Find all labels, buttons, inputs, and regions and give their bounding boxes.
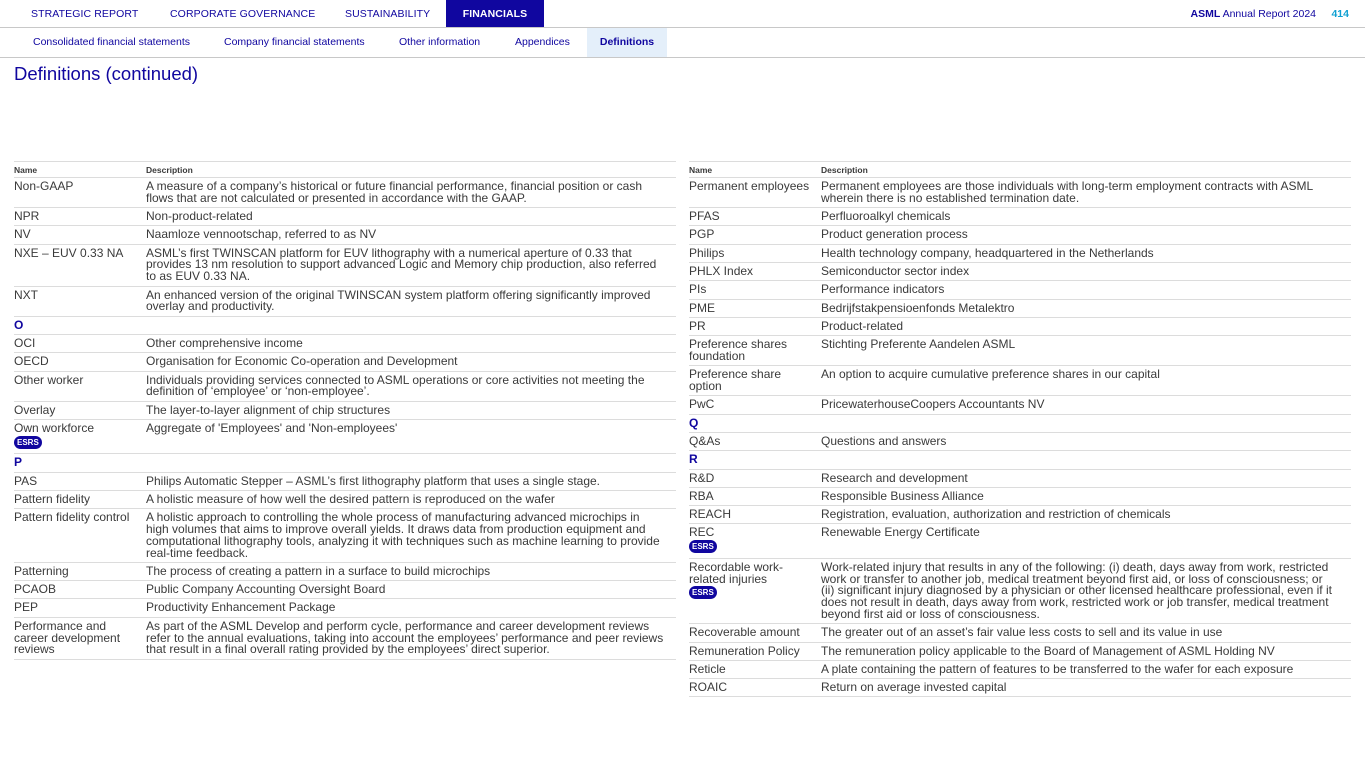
- description-line: Semiconductor sector index: [821, 263, 970, 278]
- term-name-line: OCI: [14, 335, 36, 350]
- description-line: A holistic measure of how well the desired pattern is reproduced on the wafer: [146, 491, 555, 506]
- term-description: [821, 229, 968, 241]
- table-row: [689, 488, 1351, 506]
- description-line: A plate containing the pattern of features to be transferred to the wafer for each exposure: [821, 661, 1294, 676]
- term-name-line: Q&As: [689, 433, 721, 448]
- description-line: real-time feedback.: [146, 545, 249, 560]
- table-body: [689, 178, 1351, 697]
- term-name-line: foundation: [689, 348, 746, 363]
- table-header: [689, 161, 1351, 178]
- description-line: ASML’s first TWINSCAN platform for EUV lithography with a numerical aperture of 0.33 that: [146, 245, 632, 260]
- table-row: [14, 402, 676, 420]
- term-description: [821, 318, 904, 333]
- description-line: PricewaterhouseCoopers Accountants NV: [821, 397, 1045, 412]
- tab-appendices[interactable]: Appendices: [515, 36, 570, 48]
- term-description: [821, 211, 950, 223]
- description-line: Performance indicators: [821, 282, 945, 297]
- term-name: [14, 287, 38, 302]
- term-name-line: O: [14, 317, 24, 332]
- term-name: [14, 245, 124, 260]
- term-name: [14, 512, 129, 524]
- description-line: An option to acquire cumulative preference shares in our capital: [821, 367, 1160, 382]
- table-body: [14, 178, 676, 660]
- table-row: [14, 372, 676, 402]
- term-name: [689, 488, 714, 503]
- term-name-line: Recoverable amount: [689, 625, 800, 640]
- term-description: [146, 563, 491, 578]
- table-row: [689, 643, 1351, 661]
- table-row: [14, 509, 676, 563]
- term-name-line: Performance and: [14, 618, 107, 633]
- term-name: [689, 661, 726, 676]
- term-name: [14, 563, 69, 578]
- term-description: [146, 356, 458, 368]
- description-line: Naamloze vennootschap, referred to as NV: [146, 227, 377, 242]
- term-name-line: Reticle: [689, 661, 726, 676]
- brand-name: ASML: [1190, 8, 1221, 20]
- description-line: Bedrijfstakpensioenfonds Metalektro: [821, 300, 1015, 315]
- table-row: [14, 353, 676, 371]
- term-description: [821, 559, 1332, 621]
- term-name-line: R: [689, 452, 698, 467]
- table-row: [14, 420, 676, 454]
- term-description: [146, 335, 303, 350]
- description-line: Individuals providing services connected to ASML operations or core activities not meeting the: [146, 372, 645, 387]
- term-name-line: Patterning: [14, 563, 69, 578]
- table-row: [689, 506, 1351, 524]
- term-name-line: PR: [689, 318, 706, 333]
- term-description: [821, 339, 1015, 351]
- table-row: [689, 559, 1351, 625]
- term-description: [146, 491, 555, 506]
- term-name: [689, 229, 714, 241]
- term-name-line: PEP: [14, 600, 39, 615]
- table-row: [689, 524, 1351, 558]
- description-line: Questions and answers: [821, 433, 947, 448]
- term-name-line: Philips: [689, 245, 725, 260]
- table-row: [689, 318, 1351, 336]
- term-name: [689, 399, 714, 411]
- term-name-line: PCAOB: [14, 582, 57, 597]
- term-name-line: reviews: [14, 642, 55, 657]
- term-name-line: option: [689, 379, 722, 394]
- description-line: Other comprehensive income: [146, 335, 303, 350]
- section-letter: [689, 454, 698, 466]
- tab-company-financial-statements[interactable]: Company financial statements: [224, 36, 365, 48]
- term-name: [14, 372, 84, 387]
- top-navigation: [0, 0, 1365, 28]
- description-line: The greater out of an asset’s fair value less costs to sell and its value in use: [821, 625, 1223, 640]
- description-line: does not result in death, days away from work, restricted work or job transfer, medical treatment: [821, 595, 1329, 610]
- term-description: [821, 245, 1154, 260]
- table-row: [689, 226, 1351, 244]
- section-letter: [689, 415, 699, 430]
- section-letter: [14, 457, 22, 469]
- term-name: [14, 356, 49, 368]
- term-description: [821, 682, 1006, 694]
- description-line: An enhanced version of the original TWINSCAN system platform offering significantly improved: [146, 287, 651, 302]
- table-row: [689, 263, 1351, 281]
- term-name: [14, 618, 121, 657]
- table-row: [14, 563, 676, 581]
- description-line: Non-product-related: [146, 209, 253, 224]
- table-row: [14, 287, 676, 317]
- term-name: [14, 602, 38, 614]
- description-line: Aggregate of 'Employees' and 'Non-employees': [146, 420, 398, 435]
- term-name-line: PFAS: [689, 209, 720, 224]
- table-row: [689, 679, 1351, 697]
- description-line: Perfluoroalkyl chemicals: [821, 209, 951, 224]
- table-row: [14, 599, 676, 617]
- table-row: [14, 245, 676, 287]
- description-line: overlay and productivity.: [146, 299, 275, 314]
- term-description: [821, 300, 1015, 315]
- description-line: Product-related: [821, 318, 904, 333]
- term-name-line: Permanent employees: [689, 179, 810, 193]
- term-name: [689, 527, 717, 553]
- term-name: [14, 473, 38, 488]
- term-name-line: Non-GAAP: [14, 179, 74, 193]
- column-header-description: Description: [146, 165, 193, 175]
- term-name-line: PME: [689, 300, 716, 315]
- term-description: [146, 372, 645, 399]
- section-letter-row: [689, 451, 1351, 469]
- description-line: As part of the ASML Develop and perform cycle, performance and career development reviews: [146, 618, 650, 633]
- description-line: Return on average invested capital: [821, 680, 1007, 695]
- table-row: [14, 618, 676, 660]
- term-name: [689, 263, 754, 278]
- description-line: high volumes that aims to improve overall yields. It draws data from production equipment and: [146, 521, 646, 536]
- description-line: Renewable Energy Certificate: [821, 525, 980, 540]
- description-line: to as EUV 0.33 NA.: [146, 269, 251, 284]
- term-name-line: PHLX Index: [689, 263, 754, 278]
- description-line: Productivity Enhancement Package: [146, 600, 336, 615]
- page-number: 414: [1331, 8, 1349, 20]
- description-line: Stichting Preferente Aandelen ASML: [821, 337, 1016, 352]
- definitions-table-left: [14, 161, 676, 660]
- term-name-line: NV: [14, 227, 31, 242]
- term-description: [146, 618, 664, 657]
- section-letter-row: [14, 454, 676, 472]
- term-name: [689, 470, 715, 485]
- description-line: The process of creating a pattern in a surface to build microchips: [146, 563, 491, 578]
- term-name: [689, 284, 706, 296]
- description-line: work or transfer to another job, medical treatment beyond first aid, or loss of consciousness; or: [821, 571, 1323, 586]
- term-name-line: RBA: [689, 488, 714, 503]
- term-description: [146, 420, 398, 435]
- section-letter-row: [14, 317, 676, 335]
- term-name: [689, 682, 727, 694]
- term-name-line: PIs: [689, 282, 707, 297]
- description-line: Registration, evaluation, authorization and restriction of chemicals: [821, 507, 1171, 522]
- term-name: [689, 559, 784, 600]
- term-name-line: PAS: [14, 473, 38, 488]
- term-name-line: Pattern fidelity control: [14, 510, 130, 525]
- term-description: [146, 473, 601, 488]
- term-description: [146, 181, 642, 205]
- description-line: Product generation process: [821, 227, 968, 242]
- term-name-line: ROAIC: [689, 680, 728, 695]
- term-name: [689, 643, 800, 658]
- term-name: [14, 402, 56, 417]
- term-name: [689, 211, 720, 223]
- description-line: provides 13 nm resolution to support advanced Logic and Memory chip production, also referred: [146, 257, 657, 272]
- term-name-line: PGP: [689, 227, 715, 242]
- term-description: [146, 287, 651, 314]
- table-row: [14, 226, 676, 244]
- term-name-line: REC: [689, 525, 715, 540]
- term-description: [821, 263, 970, 278]
- term-name: [14, 181, 73, 193]
- term-name-line: REACH: [689, 507, 732, 522]
- description-line: Research and development: [821, 470, 968, 485]
- tab-corporate-governance[interactable]: CORPORATE GOVERNANCE: [170, 8, 316, 20]
- term-name: [14, 229, 31, 241]
- table-row: [689, 178, 1351, 208]
- description-line: Philips Automatic Stepper – ASML’s first lithography platform that uses a single stage.: [146, 473, 601, 488]
- tab-other-information[interactable]: Other information: [399, 36, 481, 48]
- description-line: wherein there is no established termination date.: [821, 190, 1080, 205]
- description-line: (ii) significant injury diagnosed by a physician or other licensed healthcare professional, even if it: [821, 583, 1332, 598]
- tab-consolidated-financial-statements[interactable]: Consolidated financial statements: [33, 36, 191, 48]
- description-line: A measure of a company’s historical or future financial performance, financial position or cash: [146, 179, 643, 193]
- term-description: [821, 284, 944, 296]
- term-description: [821, 509, 1171, 521]
- table-row: [14, 208, 676, 226]
- term-name-line: Preference shares: [689, 337, 788, 352]
- term-name: [689, 245, 725, 260]
- description-line: computational lithography tools, analyzing it with techniques such as machine learning to provide: [146, 533, 660, 548]
- term-description: [821, 369, 1160, 381]
- table-row: [689, 336, 1351, 366]
- report-title: [1191, 0, 1317, 29]
- term-name: [689, 627, 800, 639]
- table-header: [14, 161, 676, 178]
- term-name: [14, 211, 39, 223]
- table-row: [689, 661, 1351, 679]
- table-row: [14, 335, 676, 353]
- table-row: [689, 208, 1351, 226]
- table-row: [689, 245, 1351, 263]
- report-name: Annual Report 2024: [1222, 8, 1316, 20]
- table-row: [14, 581, 676, 599]
- term-name-line: Recordable work-: [689, 559, 784, 574]
- term-name-line: NXE – EUV 0.33 NA: [14, 245, 124, 260]
- term-description: [146, 211, 253, 223]
- term-description: [821, 527, 980, 539]
- term-description: [821, 399, 1044, 411]
- term-name-line: related injuries: [689, 571, 768, 586]
- term-name: [14, 584, 56, 596]
- term-name-line: NXT: [14, 287, 38, 302]
- section-letter-row: [689, 415, 1351, 433]
- esrs-badge: ESRS: [689, 540, 717, 553]
- term-name: [689, 369, 781, 393]
- table-row: [689, 300, 1351, 318]
- sub-navigation: [0, 28, 1365, 58]
- term-description: [821, 643, 1275, 658]
- term-name: [14, 420, 95, 449]
- term-name-line: Remuneration Policy: [689, 643, 800, 658]
- definitions-table-right: [689, 161, 1351, 697]
- page-title: Definitions (continued): [14, 63, 199, 84]
- description-line: Responsible Business Alliance: [821, 488, 984, 503]
- term-name-line: OECD: [14, 354, 49, 369]
- description-line: refer to the annual evaluations, taking into account the employees’ performance and peer reviews: [146, 630, 664, 645]
- table-row: [689, 433, 1351, 451]
- term-name-line: Preference share: [689, 367, 782, 382]
- table-row: [689, 470, 1351, 488]
- column-header-description: Description: [821, 165, 868, 175]
- description-line: Health technology company, headquartered in the Netherlands: [821, 245, 1154, 260]
- term-name-line: R&D: [689, 470, 715, 485]
- table-row: [689, 281, 1351, 299]
- description-line: The remuneration policy applicable to the Board of Management of ASML Holding NV: [821, 643, 1275, 658]
- description-line: flows that are not calculated or presented in accordance with the GAAP.: [146, 190, 527, 205]
- tab-financials[interactable]: FINANCIALS: [446, 0, 544, 27]
- term-description: [821, 488, 984, 503]
- term-description: [146, 584, 385, 596]
- esrs-badge: ESRS: [689, 586, 717, 599]
- term-name-line: P: [14, 455, 23, 470]
- tab-sustainability[interactable]: SUSTAINABILITY: [345, 8, 431, 20]
- description-line: Permanent employees are those individuals with long-term employment contracts with ASML: [821, 179, 1314, 193]
- term-name: [689, 318, 706, 333]
- term-description: [821, 470, 968, 485]
- term-description: [821, 627, 1222, 639]
- description-line: that result in a final overall rating provided by the employees’ direct superior.: [146, 642, 550, 657]
- description-line: beyond first aid or loss of consciousness.: [821, 606, 1040, 621]
- term-description: [146, 602, 335, 614]
- term-name: [689, 339, 787, 363]
- term-description: [146, 512, 660, 559]
- description-line: Public Company Accounting Oversight Board: [146, 582, 386, 597]
- term-name-line: Pattern fidelity: [14, 491, 91, 506]
- term-name: [14, 491, 91, 506]
- term-description: [821, 661, 1294, 676]
- term-name-line: PwC: [689, 397, 715, 412]
- term-description: [146, 229, 376, 241]
- description-line: A holistic approach to controlling the whole process of manufacturing advanced microchips in: [146, 510, 640, 525]
- section-letter: [14, 317, 24, 332]
- term-name-line: Overlay: [14, 402, 56, 417]
- table-row: [689, 366, 1351, 396]
- term-name-line: Own workforce: [14, 420, 95, 435]
- term-description: [821, 433, 947, 448]
- description-line: Organisation for Economic Co-operation and Development: [146, 354, 458, 369]
- tab-definitions[interactable]: Definitions: [587, 28, 667, 57]
- term-name-line: career development: [14, 630, 121, 645]
- column-header-name: Name: [14, 165, 38, 175]
- description-line: definition of ‘employee’ or ‘non-employee’.: [146, 384, 370, 399]
- table-row: [14, 178, 676, 208]
- term-name-line: Other worker: [14, 372, 84, 387]
- tab-strategic-report[interactable]: STRATEGIC REPORT: [31, 8, 139, 20]
- term-name-line: Q: [689, 415, 699, 430]
- term-description: [146, 245, 657, 284]
- term-name: [689, 433, 721, 448]
- esrs-badge: ESRS: [14, 436, 42, 449]
- term-name: [689, 181, 809, 193]
- description-line: Work-related injury that results in any of the following: (i) death, days away from work, restricted: [821, 559, 1329, 574]
- term-name-line: NPR: [14, 209, 40, 224]
- table-row: [689, 624, 1351, 642]
- term-name: [14, 335, 36, 350]
- table-row: [14, 473, 676, 491]
- column-header-name: Name: [689, 165, 713, 175]
- description-line: The layer-to-layer alignment of chip structures: [146, 402, 391, 417]
- term-description: [821, 181, 1313, 205]
- term-description: [146, 402, 391, 417]
- table-row: [689, 396, 1351, 414]
- table-row: [14, 491, 676, 509]
- term-name: [689, 509, 731, 521]
- term-name: [689, 300, 716, 315]
